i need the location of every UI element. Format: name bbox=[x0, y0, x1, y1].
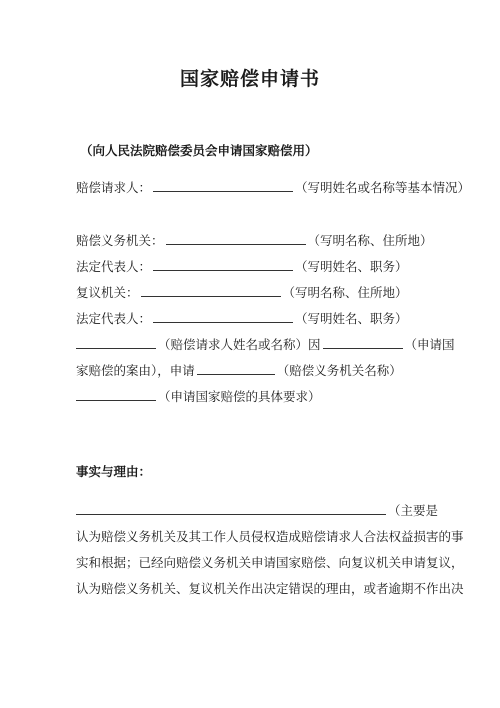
request-line-1-part-1: （赔偿请求人姓名或名称）因 bbox=[158, 337, 321, 352]
legal-rep-2-note: （写明姓名、职务） bbox=[295, 311, 408, 326]
legal-rep-1-label: 法定代表人： bbox=[76, 259, 152, 274]
request-line-2-part-2: （赔偿义务机关名称） bbox=[276, 363, 402, 378]
facts-line-3: 实和根据；已经向赔偿义务机关申请国家赔偿、向复议机关申请复议， bbox=[76, 555, 464, 570]
legal-rep-2-blank bbox=[153, 311, 293, 323]
request-name-blank bbox=[76, 337, 156, 349]
facts-blank bbox=[76, 503, 386, 515]
obligor-note: （写明名称、住所地） bbox=[307, 233, 433, 248]
legal-rep-2-line bbox=[76, 310, 408, 328]
document-subtitle: （向人民法院赔偿委员会申请国家赔偿用） bbox=[80, 143, 318, 158]
facts-line-1-note: （主要是 bbox=[388, 503, 439, 518]
request-org-blank bbox=[197, 363, 275, 375]
legal-rep-1-line bbox=[76, 258, 408, 276]
review-org-line bbox=[76, 284, 408, 302]
facts-heading: 事实与理由： bbox=[76, 464, 152, 479]
review-org-note: （写明名称、住所地） bbox=[282, 285, 408, 300]
request-line-2-part-1: 家赔偿的案由），申请 bbox=[76, 363, 195, 378]
facts-line-1 bbox=[76, 502, 438, 520]
request-line-1 bbox=[76, 336, 455, 354]
legal-rep-2-label: 法定代表人： bbox=[76, 311, 152, 326]
request-line-3 bbox=[76, 388, 321, 406]
review-org-blank bbox=[141, 285, 281, 297]
request-line-2 bbox=[76, 362, 402, 380]
legal-rep-1-blank bbox=[153, 259, 293, 271]
claimant-blank bbox=[153, 180, 293, 192]
obligor-label: 赔偿义务机关： bbox=[76, 233, 164, 248]
document-title: 国家赔偿申请书 bbox=[179, 68, 320, 90]
claimant-note: （写明姓名或名称等基本情况） bbox=[295, 180, 471, 195]
request-line-1-part-2: （申请国 bbox=[404, 337, 455, 352]
request-demand-blank bbox=[76, 389, 156, 401]
claimant-label: 赔偿请求人： bbox=[76, 180, 152, 195]
request-line-3-text: （申请国家赔偿的具体要求） bbox=[158, 389, 321, 404]
legal-rep-1-note: （写明姓名、职务） bbox=[295, 259, 408, 274]
obligor-line bbox=[76, 232, 433, 250]
obligor-blank bbox=[166, 233, 306, 245]
review-org-label: 复议机关： bbox=[76, 285, 139, 300]
facts-line-2: 认为赔偿义务机关及其工作人员侵权造成赔偿请求人合法权益损害的事 bbox=[76, 529, 464, 544]
facts-line-4: 认为赔偿义务机关、复议机关作出决定错误的理由，或者逾期不作出决 bbox=[76, 581, 464, 596]
claimant-line bbox=[76, 179, 470, 197]
request-cause-blank bbox=[323, 337, 403, 349]
